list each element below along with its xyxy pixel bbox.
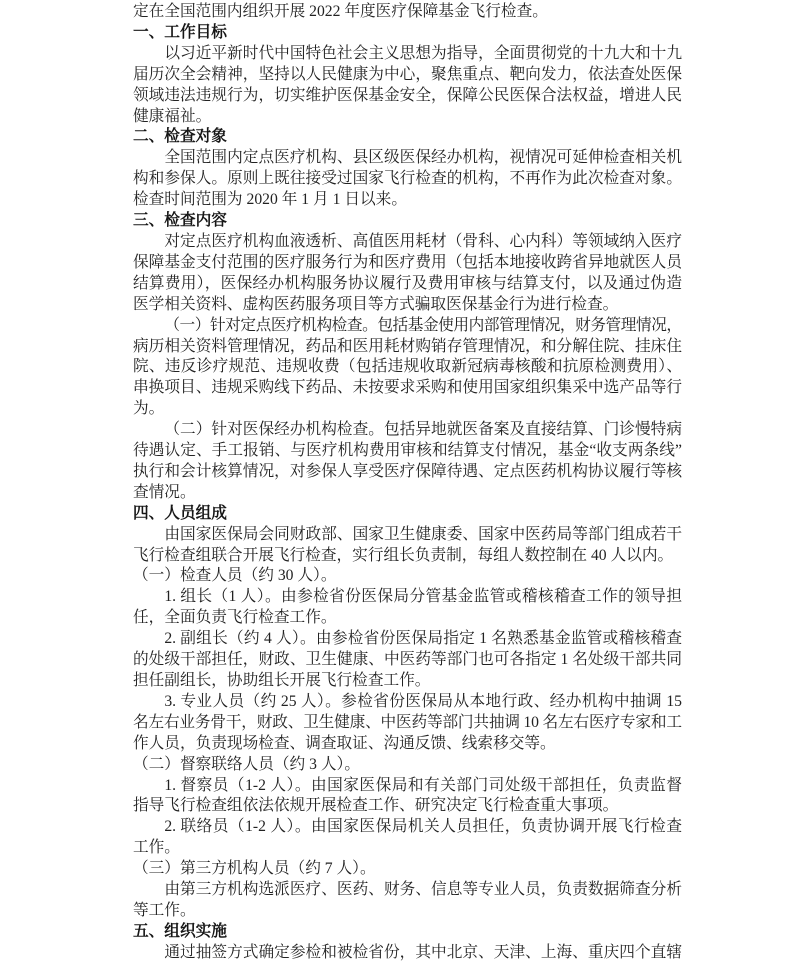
text-line: 结算费用），医保经办机构服务协议履行及费用审核与结算支付，以及通过伪造: [133, 274, 682, 292]
heading-text: 二、检查对象: [133, 128, 227, 146]
paragraph: [133, 148, 682, 211]
text-line: 健康福祉。: [133, 107, 212, 125]
paragraph: [133, 776, 682, 818]
text-line: 病历相关资料管理情况，药品和医用耗材购销存管理情况，和分解住院、挂床住: [133, 337, 682, 355]
paragraph: [133, 943, 682, 963]
text-line: 2. 副组长（约 4 人）。由参检省份医保局指定 1 名熟悉基金监管或稽核稽查: [164, 630, 682, 648]
text-line: 保障基金支付范围的医疗服务行为和医疗费用（包括本地接收跨省异地就医人员: [133, 253, 682, 271]
text-line: 为。: [133, 400, 165, 418]
paragraph: [133, 525, 682, 567]
section-heading: [133, 211, 682, 232]
paragraph: [133, 859, 682, 880]
document-content: [133, 2, 682, 963]
paragraph: [133, 316, 682, 421]
text-line: 任，全面负责飞行检查工作。: [133, 609, 337, 627]
text-line: 飞行检查组联合开展飞行检查，实行组长负责制，每组人数控制在 40 人以内。: [133, 546, 674, 564]
heading-text: 四、人员组成: [133, 504, 227, 522]
section-heading: [133, 127, 682, 148]
text-line: 待遇认定、手工报销、与医疗机构费用审核和结算支付情况，基金“收支两条线”: [133, 442, 682, 460]
text-line: 全国范围内定点医疗机构、县区级医保经办机构，视情况可延伸检查相关机: [164, 149, 682, 167]
paragraph: [133, 692, 682, 755]
heading-text: 一、工作目标: [133, 23, 227, 41]
paragraph: [133, 44, 682, 128]
text-line: 担任副组长，协助组长开展飞行检查工作。: [133, 672, 431, 689]
text-line: 医学相关资料、虚构医药服务项目等方式骗取医保基金行为进行检查。: [133, 295, 619, 313]
text-line: （一）针对定点医疗机构检查。包括基金使用内部管理情况，财务管理情况，: [164, 316, 682, 334]
text-line: （二）督察联络人员（约 3 人）。: [133, 755, 361, 773]
text-line: 院、违反诊疗规范、违规收费（包括违规收取新冠病毒核酸和抗原检测费用）、: [133, 358, 682, 376]
text-line: 2. 联络员（1-2 人）。由国家医保局机关人员担任，负责协调开展飞行检查: [164, 818, 682, 836]
text-line: 由国家医保局会同财政部、国家卫生健康委、国家中医药局等部门组成若干: [164, 525, 682, 543]
text-line: （二）针对医保经办机构检查。包括异地就医备案及直接结算、门诊慢特病: [164, 421, 682, 439]
text-line: 的处级干部担任，财政、卫生健康、中医药等部门也可各指定 1 名处级干部共同: [133, 651, 682, 669]
text-line: 指导飞行检查组依法依规开展检查工作、研究决定飞行检查重大事项。: [133, 797, 619, 815]
text-line: 届历次全会精神，坚持以人民健康为中心，聚焦重点、靶向发力，依法查处医保: [133, 65, 682, 83]
text-line: 等工作。: [133, 901, 196, 919]
text-line: 对定点医疗机构血液透析、高值医用耗材（骨科、心内科）等领域纳入医疗: [164, 232, 682, 250]
text-line: （三）第三方机构人员（约 7 人）。: [133, 860, 376, 878]
text-line: 检查时间范围为 2020 年 1 月 1 日以来。: [133, 191, 407, 209]
text-line: 1. 督察员（1-2 人）。由国家医保局和有关部门司处级干部担任，负责监督: [164, 776, 682, 794]
text-line: 作人员，负责现场检查、调查取证、沟通反馈、线索移交等。: [133, 734, 556, 752]
paragraph: [133, 420, 682, 504]
text-line: 领域违法违规行为，切实维护医保基金安全，保障公民医保合法权益，增进人民: [133, 86, 682, 104]
text-line: 3. 专业人员（约 25 人）。参检省份医保局从本地行政、经办机构中抽调 15: [164, 692, 682, 710]
paragraph: [133, 587, 682, 629]
text-line: 通过抽签方式确定参检和被检省份，其中北京、天津、上海、重庆四个直辖: [164, 943, 682, 961]
text-line: 查情况。: [133, 483, 196, 501]
section-heading: [133, 922, 682, 943]
text-line: 1. 组长（1 人）。由参检省份医保局分管基金监管或稽核稽查工作的领导担: [164, 588, 682, 606]
paragraph: [133, 629, 682, 692]
paragraph: [133, 880, 682, 922]
heading-text: 三、检查内容: [133, 212, 227, 230]
text-line: 定在全国范围内组织开展 2022 年度医疗保障基金飞行检查。: [133, 3, 548, 20]
paragraph: [133, 755, 682, 776]
text-line: 由第三方机构选派医疗、医药、财务、信息等专业人员，负责数据筛查分析: [164, 881, 682, 899]
text-line: 名左右业务骨干，财政、卫生健康、中医药等部门共抽调 10 名左右医疗专家和工: [133, 713, 682, 731]
text-line: 构和参保人。原则上既往接受过国家飞行检查的机构，不再作为此次检查对象。: [133, 170, 682, 188]
paragraph: [133, 2, 682, 23]
section-heading: [133, 23, 682, 44]
paragraph: [133, 817, 682, 859]
text-line: 工作。: [133, 839, 180, 857]
paragraph: [133, 566, 682, 587]
text-line: 串换项目、违规采购线下药品、未按要求采购和使用国家组织集采中选产品等行: [133, 379, 682, 397]
heading-text: 五、组织实施: [133, 922, 227, 940]
section-heading: [133, 504, 682, 525]
text-line: 执行和会计核算情况，对参保人享受医疗保障待遇、定点医药机构协议履行等核: [133, 462, 682, 480]
text-line: （一）检查人员（约 30 人）。: [133, 567, 337, 585]
paragraph: [133, 232, 682, 316]
text-line: 以习近平新时代中国特色社会主义思想为指导，全面贯彻党的十九大和十九: [164, 44, 682, 62]
